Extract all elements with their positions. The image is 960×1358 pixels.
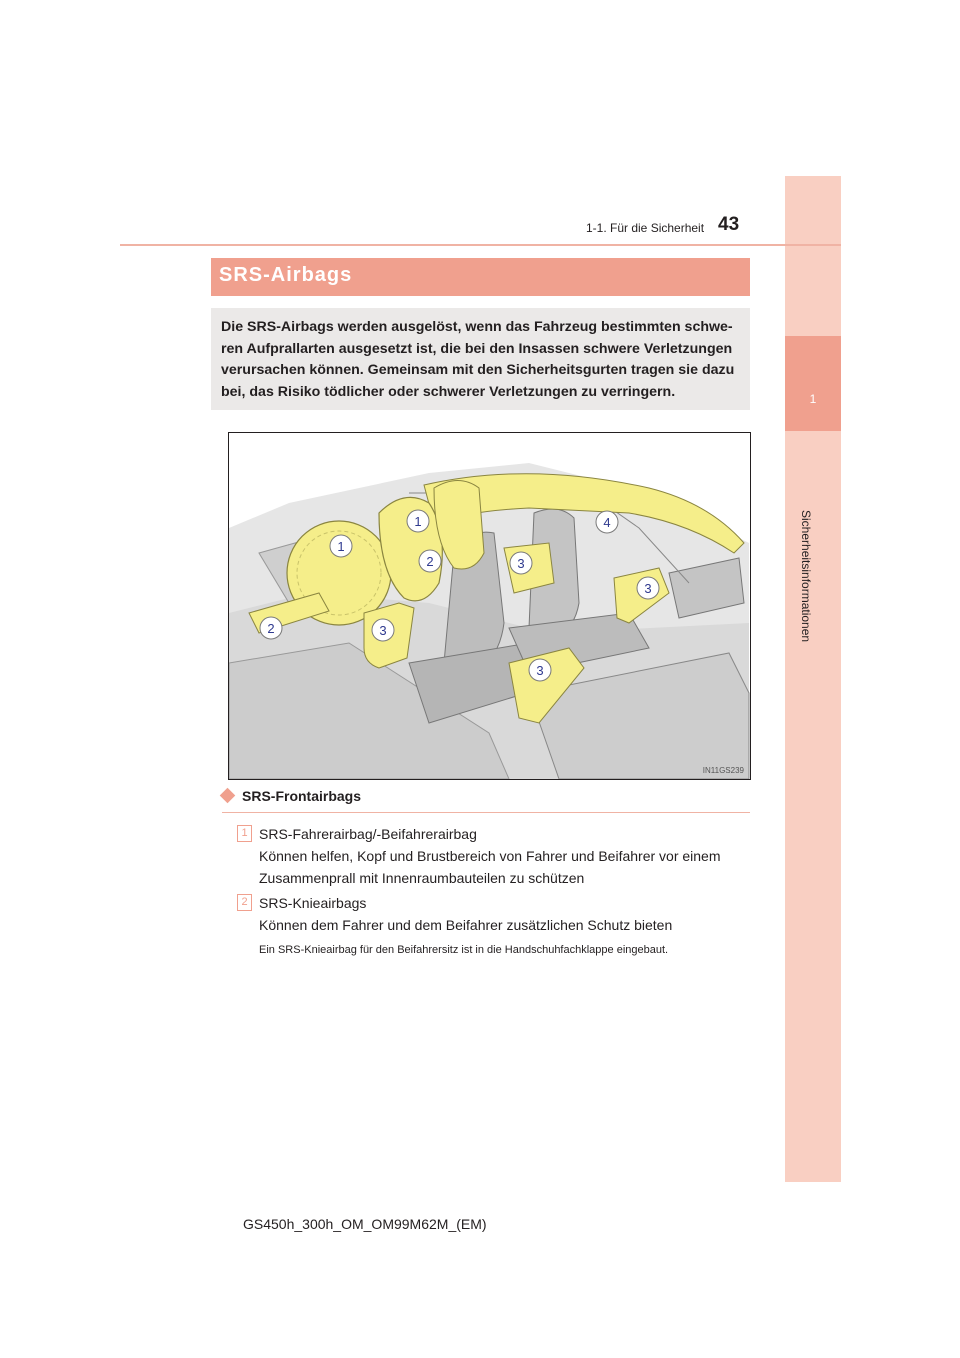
item-number-badge: 1 [237,825,252,842]
callout-label: 3 [379,623,387,638]
airbag-illustration [228,432,751,780]
side-tab-chapter-marker [785,336,841,431]
figure-code: IN11GS239 [702,766,744,775]
item-title: SRS-Knieairbags [259,895,367,911]
side-tab [785,176,841,1182]
callout-label: 3 [517,556,525,571]
chapter-number: 1 [809,392,817,406]
item-description: Können dem Fahrer und dem Beifahrer zusätzlichen Schutz bieten [259,917,673,933]
item-description: Zusammenprall mit Innenraumbauteilen zu schützen [259,870,585,886]
intro-text: Die SRS-Airbags werden ausgelöst, wenn das Fahrzeug bestimmten schwe-ren Aufprallarten ausgesetzt ist, die bei den Insassen schwere Verletzungen verursachen können. Gemeinsam mit den Sicherheitsgurten tragen sie dazu bei, das Risiko tödlicher oder schwerer Verletzungen zu verringern. [221,319,735,400]
callout-label: 2 [267,621,275,636]
page-number: 43 [718,214,740,235]
section-reference: 1-1. Für die Sicherheit [586,221,705,235]
section-title: SRS-Airbags [219,264,353,286]
callout-label: 2 [426,554,434,569]
item-number-badge: 2 [237,894,252,911]
car-interior-drawing [229,433,750,779]
subsection-heading [222,788,750,813]
subsection-title: SRS-Frontairbags [242,788,362,804]
callout-label: 1 [414,514,422,529]
item-description: Können helfen, Kopf und Brustbereich von Fahrer und Beifahrer vor einem [259,848,721,864]
diamond-bullet-icon [220,788,236,804]
section-title-bar [211,258,750,296]
note-text: Ein SRS-Knieairbag für den Beifahrersitz ist in die Handschuhfachklappe eingebaut. [259,944,669,956]
callout-label: 3 [644,581,652,596]
callout-label: 4 [603,515,611,530]
item-title: SRS-Fahrerairbag/-Beifahrerairbag [259,826,477,842]
footer-doc-code: GS450h_300h_OM_OM99M62M_(EM) [243,1216,487,1232]
chapter-label: Sicherheitsinformationen [799,510,813,643]
intro-box [211,308,750,410]
header-divider [120,244,841,246]
callout-label: 1 [337,539,345,554]
callout-label: 3 [536,663,544,678]
